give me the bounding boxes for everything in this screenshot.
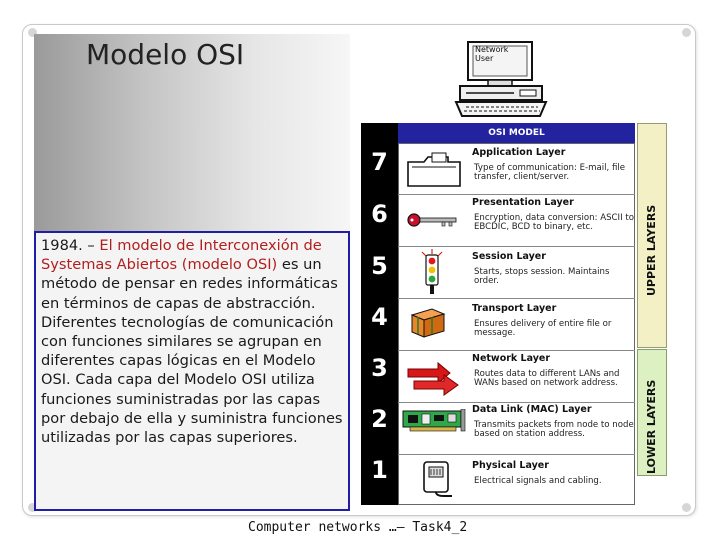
corner-dot-top-right [682, 28, 691, 37]
layer-description: Starts, stops session. Maintains order. [474, 267, 610, 287]
body-highlight: El modelo de Interconexión de Systemas Abiertos (modelo OSI) [41, 237, 322, 274]
folder-icon [406, 152, 462, 188]
layer-number: 5 [371, 252, 388, 280]
layer-name: Data Link (MAC) Layer [472, 404, 592, 415]
layer-description: Encryption, data conversion: ASCII to EBCDIC, BCD to binary, etc. [474, 213, 634, 233]
body-prefix: 1984. – [41, 237, 100, 254]
body-rest: es un método de pensar en redes informáticas en términos de capas de abstracción. Diferentes tecnologías de comunicación con funciones similares se agrupan en diferentes capas lógicas en el Modelo OSI. Cada capa del Modelo OSI utiliza funciones suministradas por las capas por debajo de ella y suministra funciones utilizadas por las capas superiores. [41, 256, 343, 447]
slide-title: Modelo OSI [86, 38, 245, 71]
layer-number: 7 [371, 148, 388, 176]
corner-dot-bottom-right [682, 503, 691, 512]
layer-description: Ensures delivery of entire file or message. [474, 319, 612, 339]
body-text-box [34, 231, 350, 511]
layer-description: Type of communication: E-mail, file transfer, client/server. [474, 163, 626, 183]
routing-arrows-icon [404, 355, 464, 399]
layer-number: 6 [371, 200, 388, 228]
layer-description: Transmits packets from node to node based on station address. [474, 420, 634, 440]
layer-number: 2 [371, 405, 388, 433]
layer-description: Electrical signals and cabling. [474, 476, 602, 486]
network-card-icon [402, 409, 466, 433]
layer-number: 4 [371, 303, 388, 331]
header-left-block [361, 123, 398, 143]
layer-name: Session Layer [472, 251, 546, 262]
layer-name: Application Layer [472, 147, 566, 158]
osi-model-header: OSI MODEL [398, 123, 635, 143]
cable-plug-icon [420, 458, 454, 498]
layer-name: Physical Layer [472, 460, 549, 471]
layer-name: Network Layer [472, 353, 551, 364]
layer-name: Presentation Layer [472, 197, 574, 208]
layer-description: Routes data to different LANs and WANs based on network address. [474, 369, 620, 389]
lower-layers-label: LOWER LAYERS [645, 379, 658, 474]
upper-layers-label: UPPER LAYERS [645, 204, 658, 296]
layer-number: 3 [371, 354, 388, 382]
key-icon [406, 212, 462, 228]
network-user-label: Network User [475, 45, 509, 63]
package-icon [410, 305, 446, 339]
layer-number: 1 [371, 456, 388, 484]
layer-name: Transport Layer [472, 303, 557, 314]
slide-footer: Computer networks …– Task4_2 [248, 520, 468, 535]
traffic-light-icon [420, 249, 444, 295]
